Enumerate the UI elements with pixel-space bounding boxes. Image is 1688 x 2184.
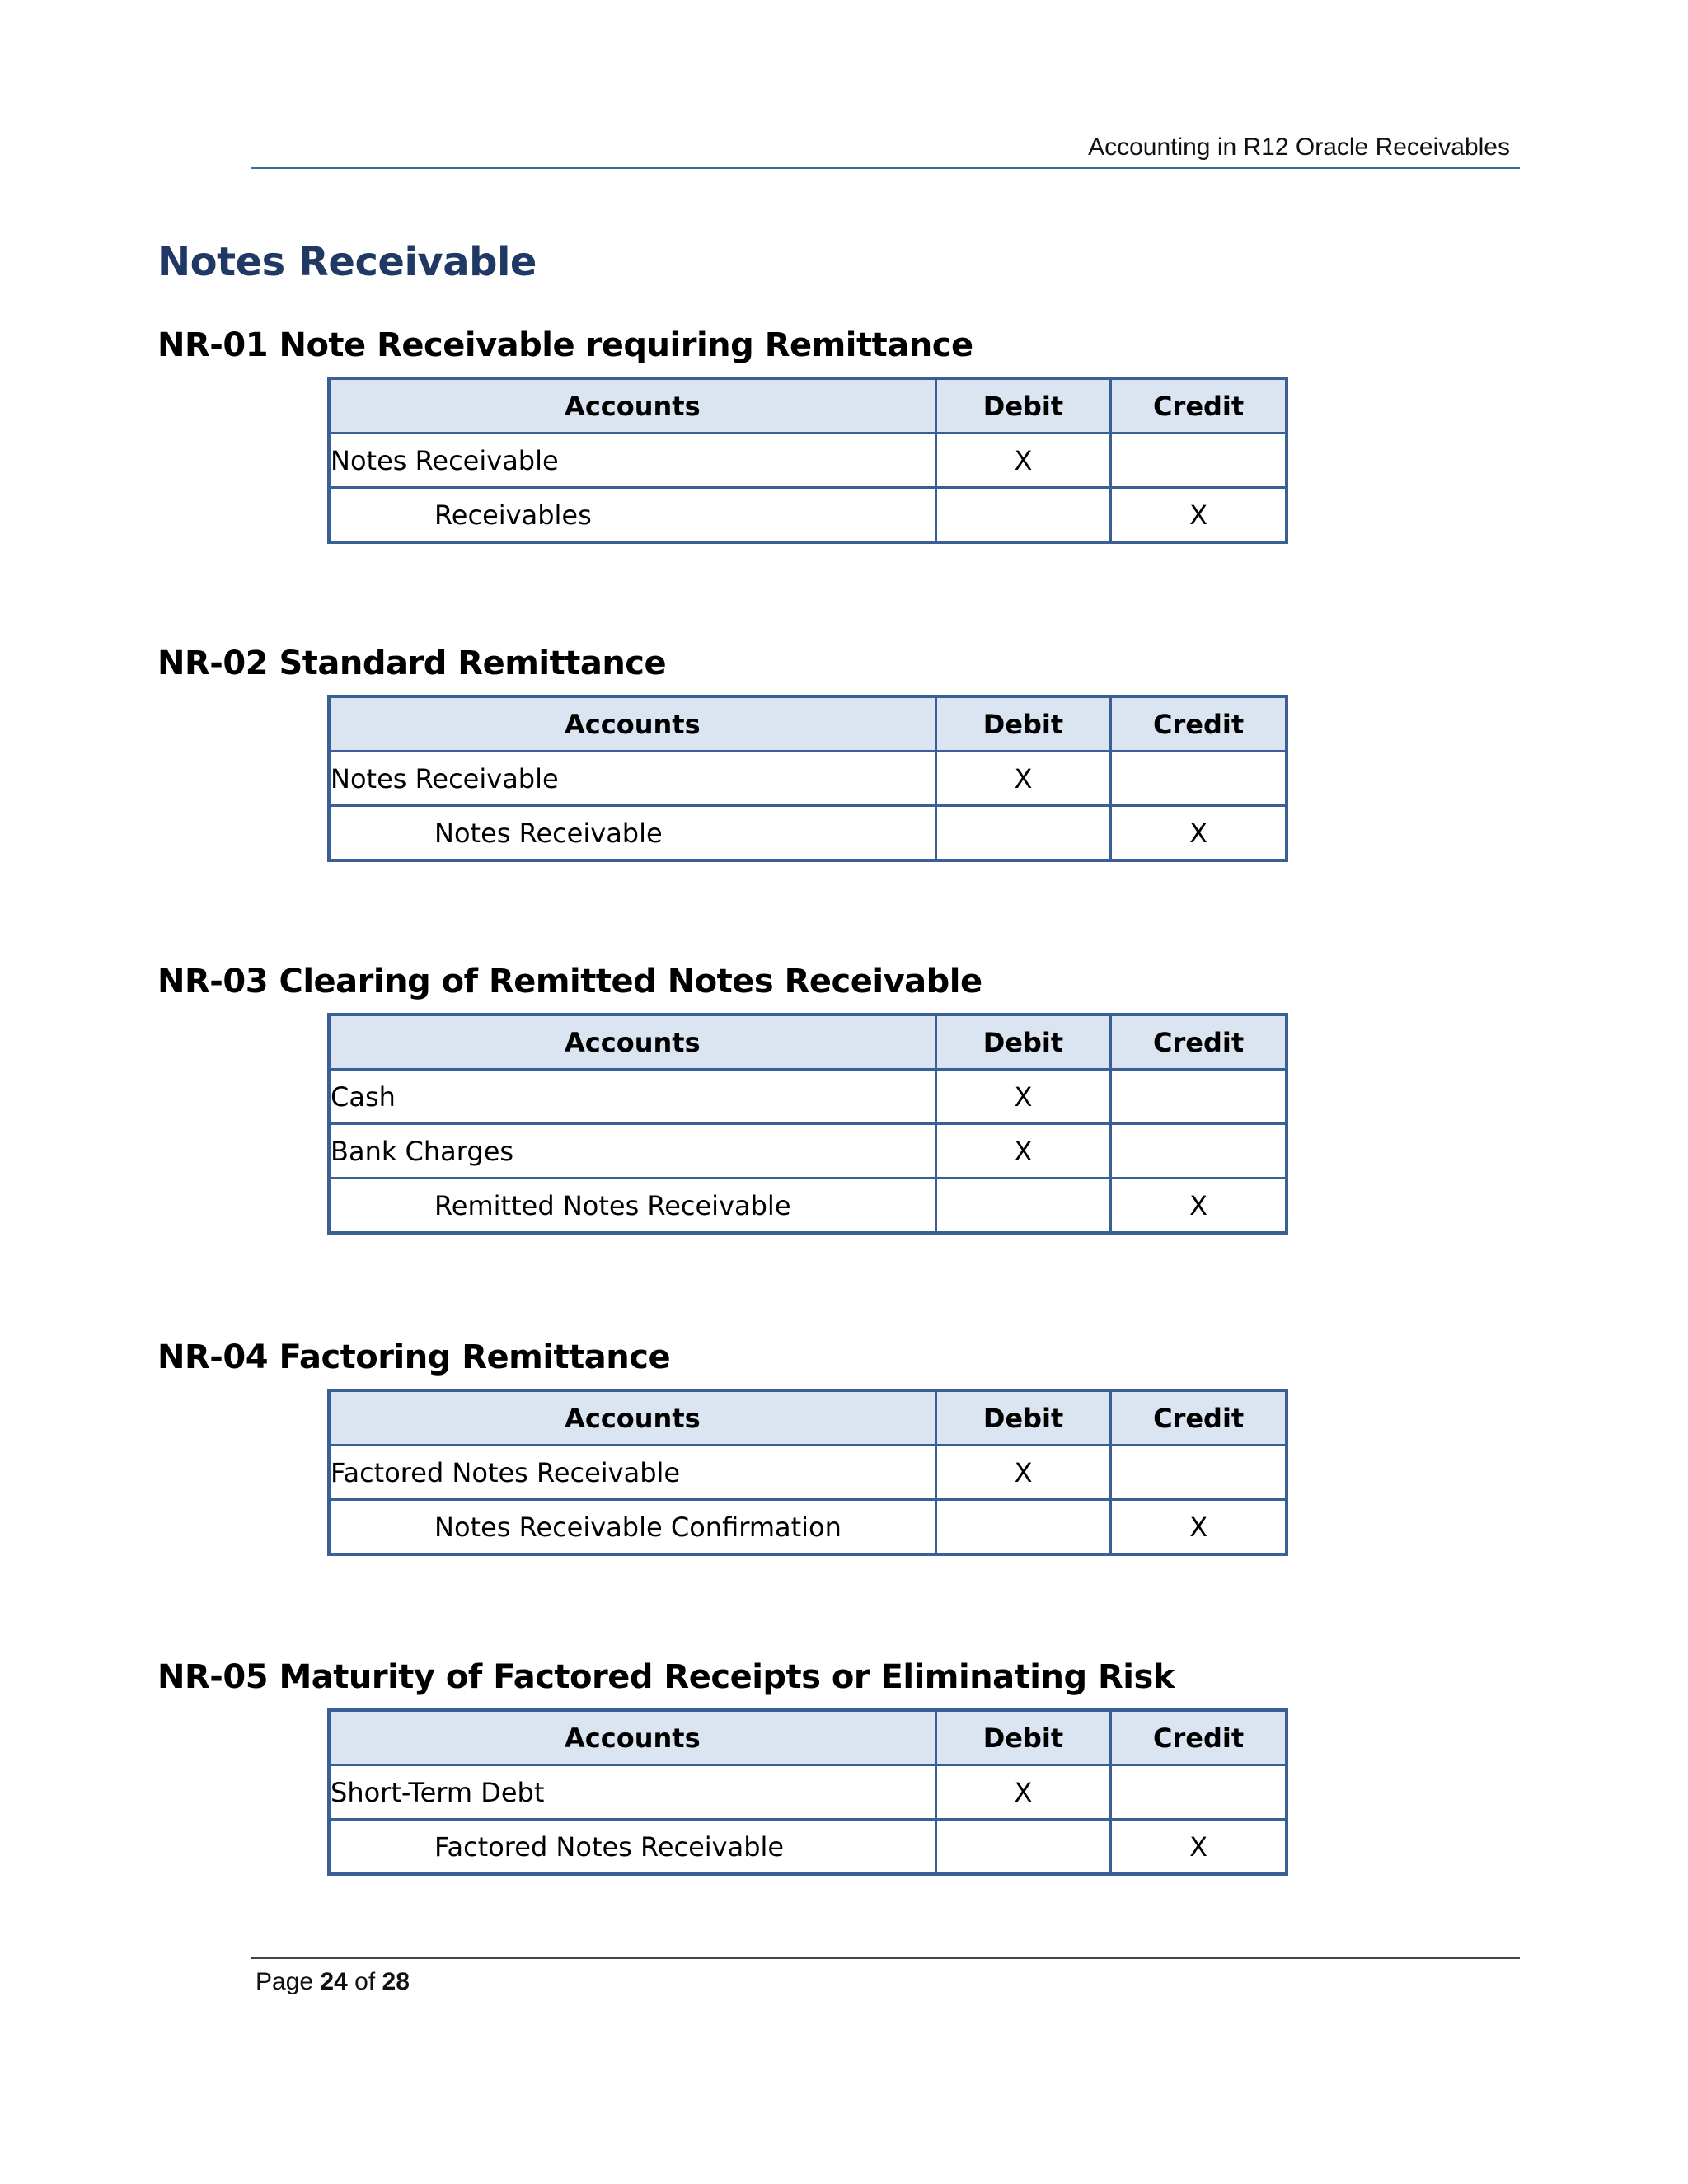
header-divider: [251, 167, 1520, 169]
journal-table: [327, 1013, 1288, 1235]
section-title: NR-03 Clearing of Remitted Notes Receivable: [157, 963, 982, 1001]
journal-table: [327, 377, 1288, 544]
debit-cell: [935, 1820, 1111, 1875]
table-row: [329, 806, 1287, 861]
debit-cell: X: [935, 1124, 1111, 1179]
table-row: [329, 1124, 1287, 1179]
debit-cell: [935, 1500, 1111, 1555]
credit-cell: [1111, 434, 1287, 488]
credit-cell: [1111, 1070, 1287, 1124]
credit-cell: [1111, 752, 1287, 806]
page-number: [256, 1968, 410, 1996]
credit-cell: X: [1111, 1820, 1287, 1875]
table-row: [329, 434, 1287, 488]
table-row: [329, 1446, 1287, 1500]
debit-cell: X: [935, 752, 1111, 806]
account-cell: Notes Receivable: [329, 806, 935, 861]
table-row: [329, 1820, 1287, 1875]
debit-cell: X: [935, 434, 1111, 488]
credit-cell: [1111, 1446, 1287, 1500]
section-title: NR-02 Standard Remittance: [157, 644, 667, 682]
journal-table: [327, 695, 1288, 862]
account-cell: Cash: [329, 1070, 935, 1124]
credit-cell: [1111, 1124, 1287, 1179]
page-total: 28: [382, 1968, 410, 1995]
column-header-debit: Debit: [935, 696, 1111, 752]
section-title: NR-05 Maturity of Factored Receipts or Eliminating Risk: [157, 1658, 1175, 1696]
debit-cell: [935, 488, 1111, 543]
page-current: 24: [320, 1968, 348, 1995]
table-row: [329, 1070, 1287, 1124]
column-header-accounts: Accounts: [329, 1390, 935, 1446]
account-cell: Factored Notes Receivable: [329, 1820, 935, 1875]
column-header-debit: Debit: [935, 1390, 1111, 1446]
section-title: NR-04 Factoring Remittance: [157, 1338, 671, 1376]
credit-cell: [1111, 1765, 1287, 1820]
table-row: [329, 1179, 1287, 1234]
column-header-debit: Debit: [935, 1710, 1111, 1765]
credit-cell: X: [1111, 806, 1287, 861]
debit-cell: [935, 806, 1111, 861]
column-header-credit: Credit: [1111, 1710, 1287, 1765]
account-cell: Receivables: [329, 488, 935, 543]
document-title: Accounting in R12 Oracle Receivables: [1088, 134, 1510, 161]
table-header-row: [329, 1710, 1287, 1765]
column-header-accounts: Accounts: [329, 1710, 935, 1765]
page-title: Notes Receivable: [157, 239, 537, 285]
debit-cell: X: [935, 1070, 1111, 1124]
table-header-row: [329, 1015, 1287, 1070]
account-cell: Factored Notes Receivable: [329, 1446, 935, 1500]
table-header-row: [329, 696, 1287, 752]
table-row: [329, 752, 1287, 806]
column-header-debit: Debit: [935, 378, 1111, 434]
column-header-credit: Credit: [1111, 1390, 1287, 1446]
journal-table: [327, 1389, 1288, 1556]
column-header-credit: Credit: [1111, 378, 1287, 434]
section-title: NR-01 Note Receivable requiring Remittance: [157, 326, 973, 364]
of-label: of: [354, 1968, 376, 1995]
table-row: [329, 488, 1287, 543]
table-header-row: [329, 1390, 1287, 1446]
debit-cell: [935, 1179, 1111, 1234]
debit-cell: X: [935, 1446, 1111, 1500]
table-header-row: [329, 378, 1287, 434]
credit-cell: X: [1111, 1179, 1287, 1234]
column-header-debit: Debit: [935, 1015, 1111, 1070]
column-header-credit: Credit: [1111, 1015, 1287, 1070]
column-header-accounts: Accounts: [329, 378, 935, 434]
credit-cell: X: [1111, 488, 1287, 543]
footer-divider: [251, 1957, 1520, 1959]
account-cell: Short-Term Debt: [329, 1765, 935, 1820]
account-cell: Notes Receivable Confirmation: [329, 1500, 935, 1555]
journal-table: [327, 1708, 1288, 1876]
credit-cell: X: [1111, 1500, 1287, 1555]
column-header-accounts: Accounts: [329, 1015, 935, 1070]
column-header-credit: Credit: [1111, 696, 1287, 752]
account-cell: Notes Receivable: [329, 434, 935, 488]
table-row: [329, 1765, 1287, 1820]
account-cell: Bank Charges: [329, 1124, 935, 1179]
account-cell: Remitted Notes Receivable: [329, 1179, 935, 1234]
column-header-accounts: Accounts: [329, 696, 935, 752]
debit-cell: X: [935, 1765, 1111, 1820]
page-label: Page: [256, 1968, 314, 1995]
table-row: [329, 1500, 1287, 1555]
account-cell: Notes Receivable: [329, 752, 935, 806]
